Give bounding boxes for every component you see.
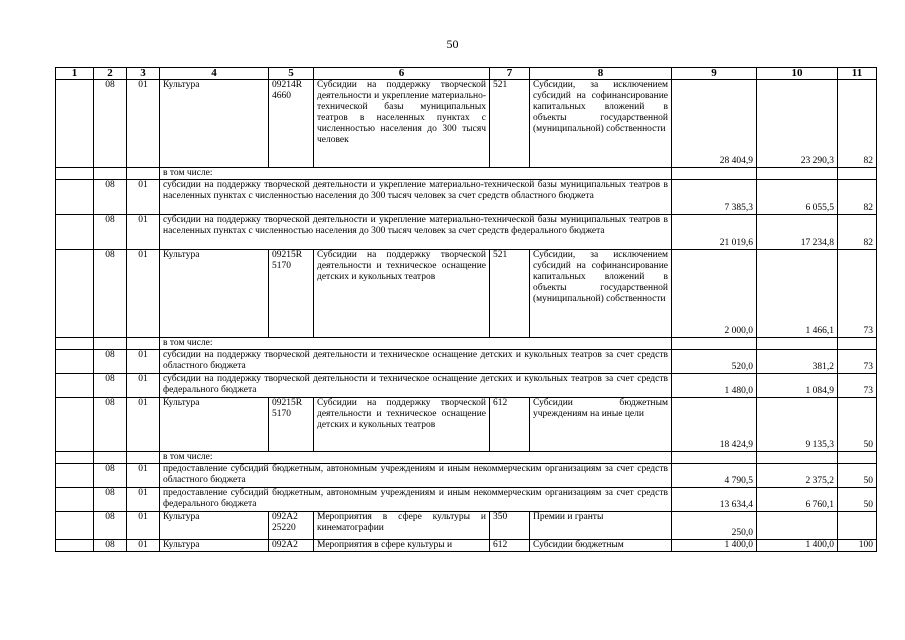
col-header: 5 [269,68,314,80]
table-row [56,398,877,452]
cell [56,398,94,452]
cell-fact: 9 135,3 [757,398,838,452]
cell-plan: 21 019,6 [672,215,757,250]
cell-fact: 1 400,0 [757,540,838,552]
cell-plan: 1 480,0 [672,374,757,398]
table-row [56,215,877,250]
cell-percent: 50 [838,398,877,452]
cell [56,180,94,215]
cell-subsection: 01 [127,80,160,168]
cell [672,168,757,180]
cell-section: 08 [94,350,127,374]
cell-percent: 50 [838,464,877,488]
cell [757,168,838,180]
cell-expense-name: Субсидии, за исключением субсидий на софинансирование капитальных вложений в объекты государственной (муниципальной) собственности [530,250,672,338]
col-header: 3 [127,68,160,80]
cell-expense-type: 521 [490,250,530,338]
cell [838,338,877,350]
table-row [56,512,877,540]
cell-subsection: 01 [127,215,160,250]
cell-subsection: 01 [127,540,160,552]
cell [56,488,94,512]
cell [127,452,160,464]
cell-description: предоставление субсидий бюджетным, автономным учреждениям и иным некоммерческим организациям за счет средств федерального бюджета [160,488,672,512]
cell-percent: 73 [838,374,877,398]
col-header: 7 [490,68,530,80]
cell-plan: 4 790,5 [672,464,757,488]
cell-percent: 73 [838,350,877,374]
cell [127,168,160,180]
cell-plan: 7 385,3 [672,180,757,215]
cell-description: Мероприятия в сфере культуры и [314,540,490,552]
cell-subsection: 01 [127,512,160,540]
cell-including: в том числе: [160,452,672,464]
cell-code: 09214R 4660 [269,80,314,168]
cell-description: Субсидии на поддержку творческой деятельности и техническое оснащение детских и кукольных театров [314,398,490,452]
cell-name: Культура [160,398,269,452]
cell-description: субсидии на поддержку творческой деятельности и техническое оснащение детских и кукольных театров за счет средств федерального бюджета [160,374,672,398]
cell-section: 08 [94,215,127,250]
cell-percent: 100 [838,540,877,552]
cell-fact: 23 290,3 [757,80,838,168]
cell [94,168,127,180]
cell [94,338,127,350]
cell-plan: 13 634,4 [672,488,757,512]
cell-fact: 1 466,1 [757,250,838,338]
cell-expense-name: Премии и гранты [530,512,672,540]
cell [672,452,757,464]
page-number: 50 [446,37,459,51]
cell-expense-name: Субсидии бюджетным учреждениям на иные цели [530,398,672,452]
table-row [56,374,877,398]
col-header: 9 [672,68,757,80]
cell-fact: 1 084,9 [757,374,838,398]
cell-fact: 381,2 [757,350,838,374]
cell-fact [757,512,838,540]
cell-section: 08 [94,80,127,168]
cell-name: Культура [160,250,269,338]
cell [757,452,838,464]
cell-section: 08 [94,540,127,552]
cell-percent: 50 [838,488,877,512]
cell-percent: 82 [838,180,877,215]
cell-code: 092А2 [269,540,314,552]
cell [56,374,94,398]
cell-plan: 18 424,9 [672,398,757,452]
cell-code: 09215R 5170 [269,250,314,338]
cell-plan: 520,0 [672,350,757,374]
budget-table [55,67,877,552]
cell [672,338,757,350]
col-header: 1 [56,68,94,80]
cell-description: субсидии на поддержку творческой деятельности и техническое оснащение детских и кукольных театров за счет средств областного бюджета [160,350,672,374]
cell-including: в том числе: [160,338,672,350]
cell [56,338,94,350]
cell [127,338,160,350]
cell-percent [838,512,877,540]
cell-code: 092А2 25220 [269,512,314,540]
cell-plan: 250,0 [672,512,757,540]
cell-including: в том числе: [160,168,672,180]
cell [838,452,877,464]
col-header: 10 [757,68,838,80]
cell-section: 08 [94,180,127,215]
cell [56,512,94,540]
cell-subsection: 01 [127,488,160,512]
cell [94,452,127,464]
cell [56,250,94,338]
table-row [56,540,877,552]
cell-section: 08 [94,374,127,398]
cell-name: Культура [160,540,269,552]
cell-fact: 17 234,8 [757,215,838,250]
cell-fact: 6 055,5 [757,180,838,215]
cell-percent: 82 [838,215,877,250]
cell [56,540,94,552]
cell-section: 08 [94,464,127,488]
cell-subsection: 01 [127,250,160,338]
cell-name: Культура [160,512,269,540]
cell-expense-type: 612 [490,540,530,552]
cell-fact: 2 375,2 [757,464,838,488]
cell-plan: 28 404,9 [672,80,757,168]
cell [56,350,94,374]
col-header: 11 [838,68,877,80]
cell-plan: 1 400,0 [672,540,757,552]
col-header: 4 [160,68,269,80]
col-header: 8 [530,68,672,80]
table-row [56,452,877,464]
table-row [56,80,877,168]
cell-expense-type: 521 [490,80,530,168]
cell-plan: 2 000,0 [672,250,757,338]
table-row [56,250,877,338]
cell [56,168,94,180]
cell-section: 08 [94,488,127,512]
cell-description: предоставление субсидий бюджетным, автономным учреждениям и иным некоммерческим организациям за счет средств областного бюджета [160,464,672,488]
cell [56,452,94,464]
cell-description: Мероприятия в сфере культуры и кинематографии [314,512,490,540]
cell-section: 08 [94,398,127,452]
cell-expense-type: 350 [490,512,530,540]
cell-subsection: 01 [127,350,160,374]
header-row [56,68,877,80]
table-row [56,168,877,180]
cell-section: 08 [94,512,127,540]
cell-percent: 82 [838,80,877,168]
cell-description: субсидии на поддержку творческой деятельности и укрепление материально-технической базы муниципальных театров в населенных пунктах с численностью населения до 300 тысяч человек за счет средств областного бюджета [160,180,672,215]
cell-description: субсидии на поддержку творческой деятельности и укрепление материально-технической базы муниципальных театров в населенных пунктах с численностью населения до 300 тысяч человек за счет средств федерального бюджета [160,215,672,250]
cell-description: Субсидии на поддержку творческой деятельности и техническое оснащение детских и кукольных театров [314,250,490,338]
cell-expense-name: Субсидии, за исключением субсидий на софинансирование капитальных вложений в объекты государственной (муниципальной) собственности [530,80,672,168]
table-row [56,464,877,488]
cell-description: Субсидии на поддержку творческой деятельности и укрепление материально-технической базы муниципальных театров в населенных пунктах с численностью населения до 300 тысяч человек [314,80,490,168]
cell-section: 08 [94,250,127,338]
cell-expense-type: 612 [490,398,530,452]
cell-name: Культура [160,80,269,168]
cell [56,464,94,488]
cell-percent: 73 [838,250,877,338]
cell-subsection: 01 [127,374,160,398]
table-row [56,338,877,350]
cell-expense-name: Субсидии бюджетным [530,540,672,552]
cell-subsection: 01 [127,180,160,215]
cell-subsection: 01 [127,398,160,452]
col-header: 6 [314,68,490,80]
cell-code: 09215R 5170 [269,398,314,452]
cell [757,338,838,350]
cell [56,80,94,168]
cell [838,168,877,180]
col-header: 2 [94,68,127,80]
table-row [56,488,877,512]
table-row [56,350,877,374]
cell-subsection: 01 [127,464,160,488]
cell-fact: 6 760,1 [757,488,838,512]
cell [56,215,94,250]
table-row [56,180,877,215]
